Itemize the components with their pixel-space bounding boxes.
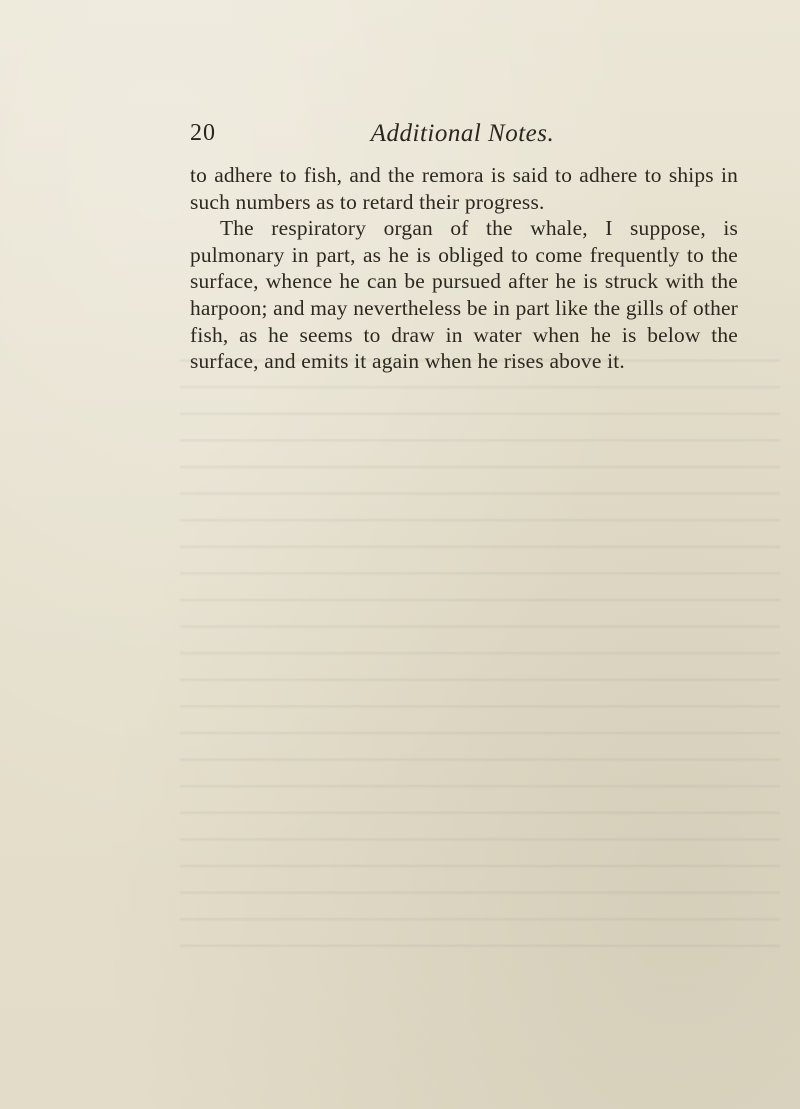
running-title: Additional Notes.	[370, 120, 555, 147]
body-text	[190, 162, 738, 375]
paragraph-continuation: to adhere to fish, and the remora is said to adhere to ships in such numbers as to retard their progress.	[190, 163, 738, 214]
paragraph-respiratory-organ: The respiratory organ of the whale, I suppose, is pulmonary in part, as he is obliged to come frequently to the surface, whence he can be pursued after he is struck with the harpoon; and may nevertheless be in part like the gills of other fish, as he seems to draw in water when he is below the surface, and emits it again when he rises above it.	[190, 216, 739, 374]
running-head	[190, 120, 735, 154]
page-number: 20	[190, 120, 216, 146]
bleed-through-texture	[180, 345, 780, 965]
